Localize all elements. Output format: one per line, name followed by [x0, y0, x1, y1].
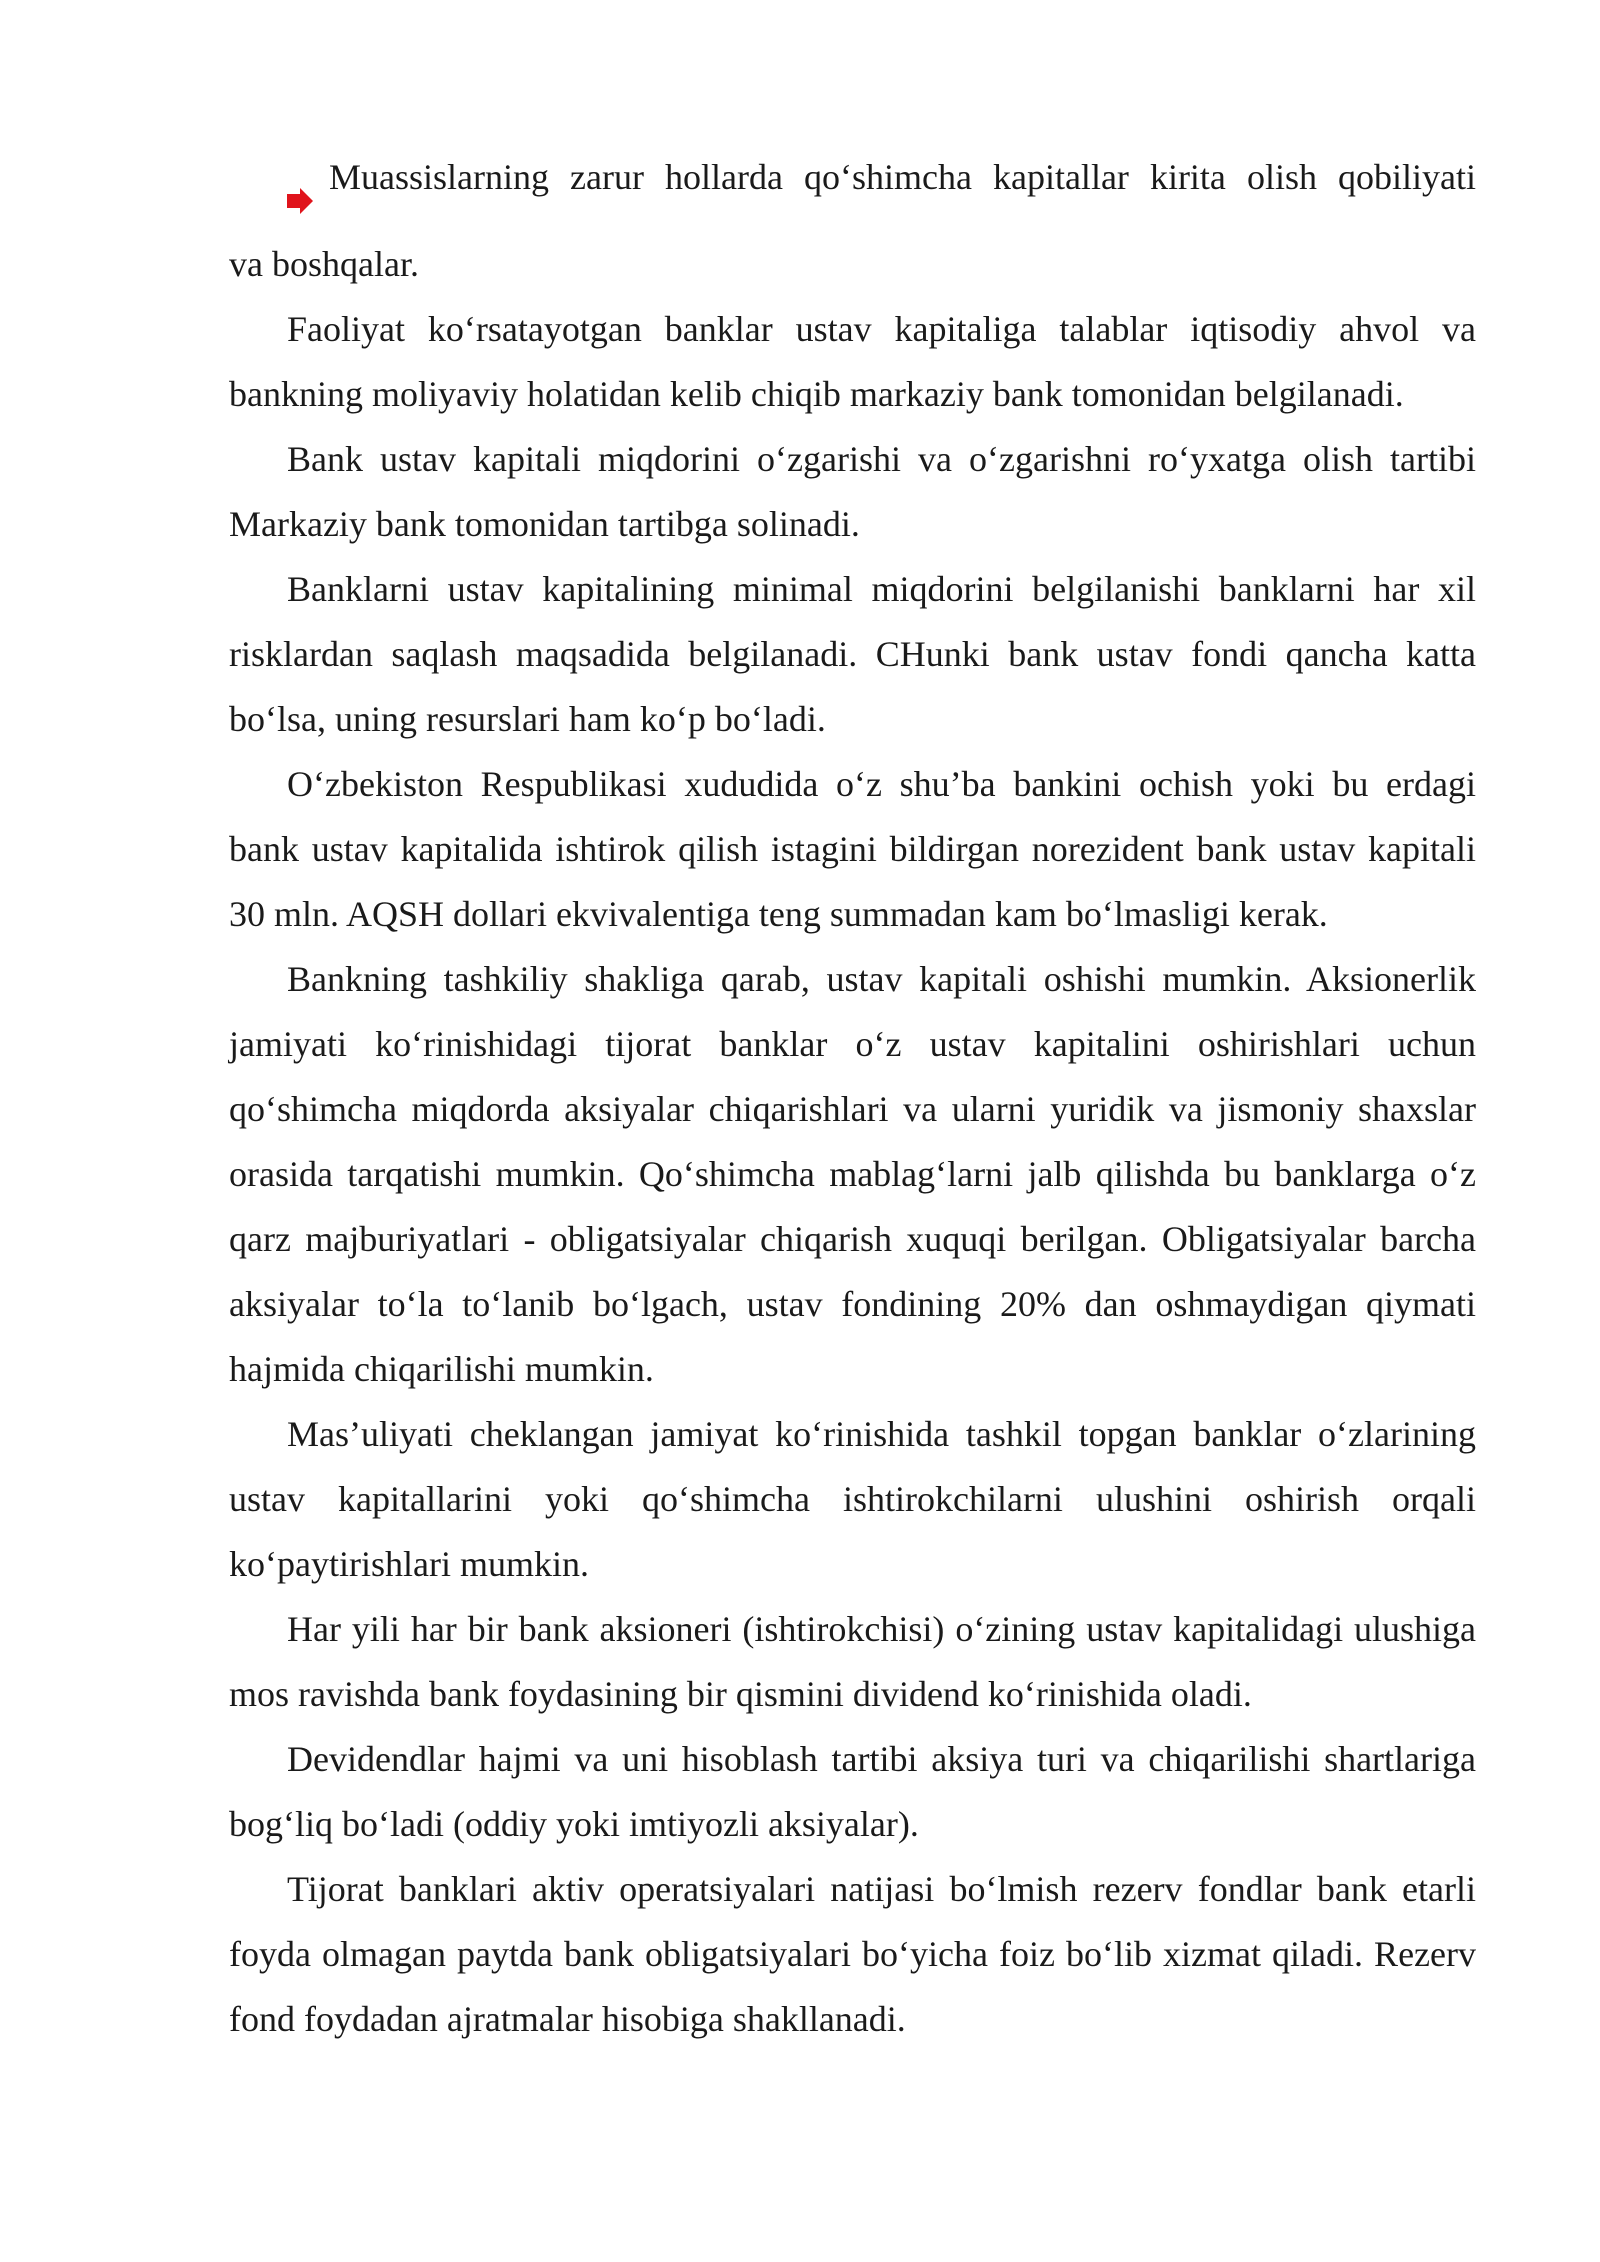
paragraph: Devidendlar hajmi va uni hisoblash tartibi aksiya turi va chiqarilishi shartlariga bog‘liq bo‘ladi (oddiy yoki imtiyozli aksiyalar). [229, 1739, 1476, 1844]
paragraph: Banklarni ustav kapitalining minimal miqdorini belgilanishi banklarni har xil risklardan saqlash maqsadida belgilanadi. CHunki bank ustav fondi qancha katta bo‘lsa, uning resurslari ham ko‘p bo‘ladi. [229, 569, 1476, 739]
paragraph: Har yili har bir bank aksioneri (ishtirokchisi) o‘zining ustav kapitalidagi ulushiga mos ravishda bank foydasining bir qismini dividend ko‘rinishida oladi. [229, 1609, 1476, 1714]
bullet-paragraph [229, 145, 1476, 297]
paragraph: Mas’uliyati cheklangan jamiyat ko‘rinishida tashkil topgan banklar o‘zlarining ustav kapitallarini yoki qo‘shimcha ishtirokchilarni ulushini oshirish orqali ko‘paytirishlari mumkin. [229, 1414, 1476, 1584]
red-arrow-bullet-icon [285, 186, 315, 216]
paragraph: Faoliyat ko‘rsatayotgan banklar ustav kapitaliga talablar iqtisodiy ahvol va bankning moliyaviy holatidan kelib chiqib markaziy bank tomonidan belgilanadi. [229, 309, 1476, 414]
paragraph: O‘zbekiston Respublikasi xududida o‘z shu’ba bankini ochish yoki bu erdagi bank ustav kapitalida ishtirok qilish istagini bildirgan norezident bank ustav kapitali 30 mln. AQSH dollari ekvivalentiga teng summadan kam bo‘lmasligi kerak. [229, 764, 1476, 934]
paragraph-continuation: va boshqalar. [229, 244, 419, 284]
paragraph-first-line: Muassislarning zarur hollarda qo‘shimcha kapitallar kirita olish qobiliyati [329, 157, 1476, 197]
paragraph: Tijorat banklari aktiv operatsiyalari natijasi bo‘lmish rezerv fondlar bank etarli foyda olmagan paytda bank obligatsiyalari bo‘yicha foiz bo‘lib xizmat qiladi. Rezerv fond foydadan ajratmalar hisobiga shakllanadi. [229, 1869, 1476, 2039]
paragraph: Bank ustav kapitali miqdorini o‘zgarishi va o‘zgarishni ro‘yxatga olish tartibi Markaziy bank tomonidan tartibga solinadi. [229, 439, 1476, 544]
document-body [229, 145, 1476, 2052]
paragraph: Bankning tashkiliy shakliga qarab, ustav kapitali oshishi mumkin. Aksionerlik jamiyati ko‘rinishidagi tijorat banklar o‘z ustav kapitalini oshirishlari uchun qo‘shimcha miqdorda aksiyalar chiqarishlari va ularni yuridik va jismoniy shaxslar orasida tarqatishi mumkin. Qo‘shimcha mablag‘larni jalb qilishda bu banklarga o‘z qarz majburiyatlari - obligatsiyalar chiqarish xuquqi berilgan. Obligatsiyalar barcha aksiyalar to‘la to‘lanib bo‘lgach, ustav fondining 20% dan oshmaydigan qiymati hajmida chiqarilishi mumkin. [229, 959, 1476, 1389]
